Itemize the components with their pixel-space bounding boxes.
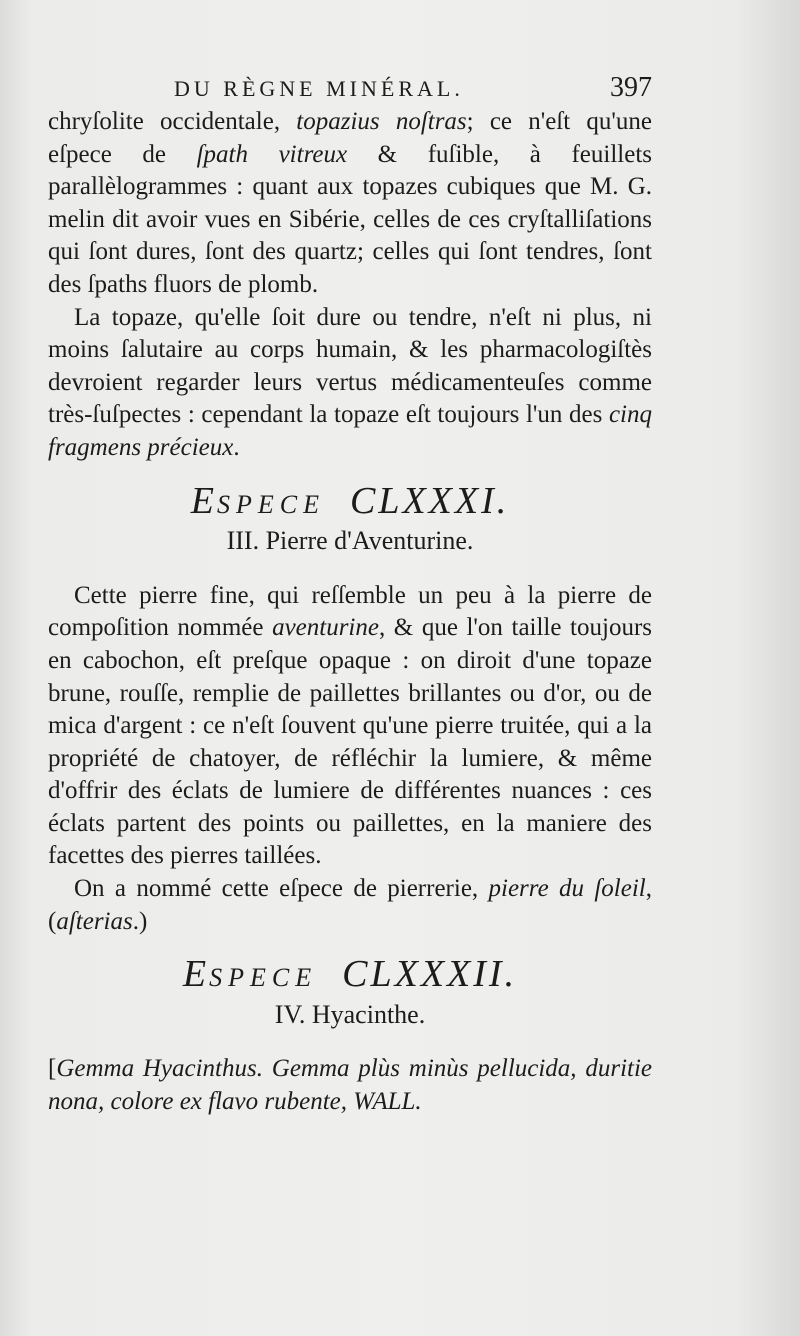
paragraph-topaz-continued: chryſolite occidentale, topazius noſtras; ce n'eſt qu'une eſpece de ſpath vitreux & fuſible, à feuillets parallèlogrammes : quant aux topazes cubiques que M. G. melin dit avoir vues en Sibérie, celles de ces cryſtalliſations qui ſont dures, ſont des quartz; celles qui ſont tendres, ſont des ſpaths fluors de plomb. [48, 108, 652, 298]
latin-term: topazius noſtras [296, 108, 467, 135]
italic-phrase: cinq fragmens précieux [48, 401, 652, 461]
subhead-hyacinthe: IV. Hyacinthe. [274, 999, 426, 1029]
subhead-aventurine: III. Pierre d'Aventurine. [226, 526, 474, 556]
species-heading-181: ESPECE CLXXXI. [190, 479, 510, 522]
paragraph-aventurine: Cette pierre fine, qui reſſemble un peu à la pierre de compoſition nommée aventurine, & que l'on taille toujours en cabochon, eſt preſque opaque : on diroit d'une topaze brune, rouſſe, remplie de paillettes brillantes ou d'or, ou de mica d'argent : ce n'eſt ſouvent qu'une pierre truitée, qui a la propriété de chatoyer, de réfléchir la lumiere, & même d'offrir des éclats de lumiere de différentes nuances : ces éclats partent des points ou paillettes, en la maniere des facettes des pierres taillées. [48, 581, 652, 870]
running-head [48, 70, 652, 106]
italic-term: aſterias [56, 907, 133, 935]
page-number: 397 [610, 72, 652, 103]
running-head-title: DU RÈGNE MINÉRAL. [174, 76, 464, 101]
latin-term: ſpath vitreux [196, 140, 348, 168]
paragraph-latin-definition: [Gemma Hyacinthus. Gemma plùs minùs pellucida, duritie nona, colore ex flavo rubente, WALL. [48, 1055, 652, 1116]
paragraph-topaz-health: La topaze, qu'elle ſoit dure ou tendre, n'eſt ni plus, ni moins ſalutaire au corps humain, & les pharmacologiſtès devroient regarder leurs vertus médicamenteuſes comme très-ſuſpectes : cependant la topaze eſt toujours l'un des cinq fragmens précieux. [48, 303, 652, 461]
italic-term: aventurine [272, 614, 379, 642]
paragraph-pierre-du-soleil: On a nommé cette eſpece de pierrerie, pierre du ſoleil, (aſterias.) [48, 875, 652, 935]
species-heading-182: ESPECE CLXXXII. [182, 953, 518, 996]
body-text [48, 106, 652, 1119]
italic-term: pierre du ſoleil [488, 875, 646, 903]
author-abbrev: WALL. [353, 1088, 422, 1116]
